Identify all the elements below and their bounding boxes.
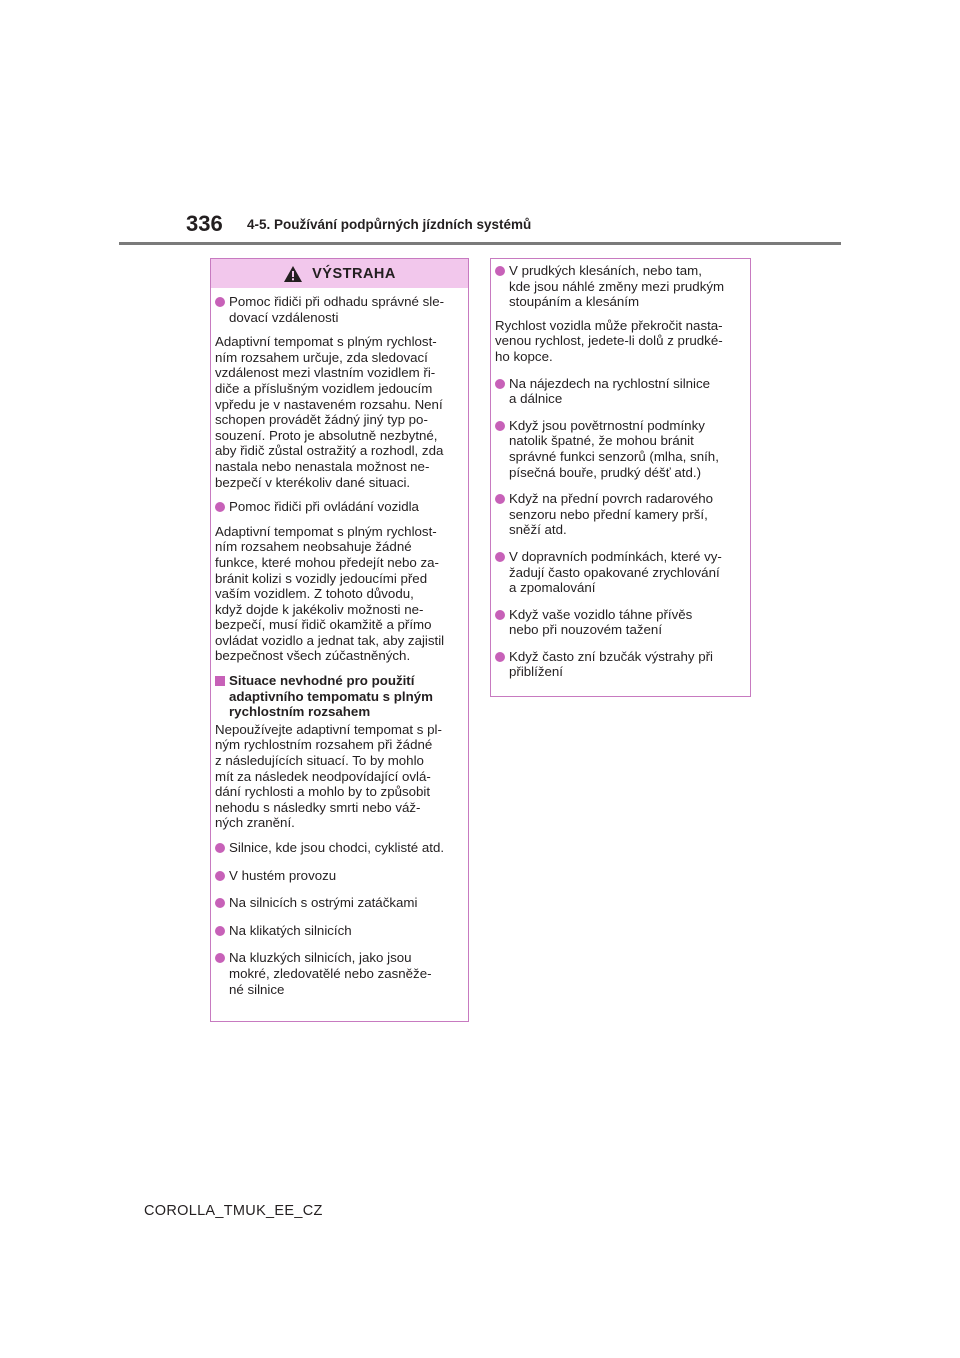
- list-item: [215, 868, 463, 884]
- bullet-text: V hustém provozu: [229, 867, 337, 883]
- list-item: [495, 607, 745, 638]
- warning-header: [211, 259, 468, 288]
- list-item: [215, 950, 463, 997]
- bullet-dot-icon: [215, 953, 225, 963]
- bullet-dot-icon: [215, 297, 225, 307]
- bullet-square-icon: [215, 676, 225, 686]
- bullet-text: Na kluzkých silnicích, jako jsou mokré, zledovatělé nebo zasněže- né silnice: [229, 950, 432, 997]
- list-item: [215, 923, 463, 939]
- warning-triangle-icon: [283, 265, 303, 283]
- bullet-text: Když na přední povrch radarového senzoru nebo přední kamery prší, sněží atd.: [509, 491, 714, 538]
- header-rule: [119, 242, 841, 245]
- warning-title: VÝSTRAHA: [312, 265, 396, 282]
- bullet-text: V prudkých klesáních, nebo tam, kde jsou náhlé změny mezi prudkým stoupáním a klesáním: [509, 263, 725, 310]
- bullet-dot-icon: [495, 421, 505, 431]
- bullet-text: Na nájezdech na rychlostní silnice a dálnice: [509, 375, 711, 407]
- footer-code: COROLLA_TMUK_EE_CZ: [144, 1203, 323, 1219]
- section-title: 4-5. Používání podpůrných jízdních systémů: [247, 217, 532, 232]
- bullet-dot-icon: [495, 610, 505, 620]
- bullet-dot-icon: [215, 502, 225, 512]
- bullet-text: Když často zní bzučák výstrahy při přiblížení: [509, 648, 713, 680]
- list-item: [495, 418, 745, 480]
- bullet-dot-icon: [495, 652, 505, 662]
- warning-box-right: [490, 258, 751, 697]
- bullet-dot-icon: [215, 898, 225, 908]
- bullet-text: Na silnicích s ostrými zatáčkami: [229, 895, 418, 911]
- bullet-dot-icon: [215, 926, 225, 936]
- paragraph: Rychlost vozidla může překročit nasta- venou rychlost, jedete-li dolů z prudké- ho kopce.: [495, 317, 723, 364]
- bullet-text: Silnice, kde jsou chodci, cyklisté atd.: [229, 840, 445, 855]
- bullet-text: Na klikatých silnicích: [229, 922, 352, 938]
- bullet-dot-icon: [495, 379, 505, 389]
- bullet-text: Pomoc řidiči při ovládání vozidla: [229, 499, 419, 515]
- list-item: [495, 491, 745, 538]
- bullet-text: Když jsou povětrnostní podmínky natolik špatné, že mohou bránit správné funkci senzorů (mlha, sníh, písečná bouře, prudký déšť atd.): [509, 417, 719, 480]
- paragraph: Adaptivní tempomat s plným rychlost- ním rozsahem určuje, zda sledovací vzdálenost mezi vlastním vozidlem ři- diče a příslušným vozidlem jedoucím vpředu je v nastaveném rozsahu. Není schopen provádět žádný jiný typ po- souzení. Proto je absolutně nezbytné, aby řidič zůstal ostražitý a rozhodl, zda nastala nebo nenastala možnost ne- bezpečí v kterékoliv dané situaci.: [215, 334, 444, 490]
- page-number: 336: [186, 211, 223, 236]
- warning-box-left: [210, 258, 469, 1022]
- bullet-text: Pomoc řidiči při odhadu správné sle- dovací vzdálenosti: [229, 294, 445, 325]
- paragraph: Nepoužívejte adaptivní tempomat s pl- ným rychlostním rozsahem při žádné z následujících situací. To by mohlo mít za následek neodpovídající ovlá- dání rychlosti a mohlo by to způsobit nehodu s následky smrti nebo váž- ných zranění.: [215, 721, 442, 831]
- bullet-dot-icon: [215, 843, 225, 853]
- bullet-dot-icon: [495, 266, 505, 276]
- list-item: [495, 263, 745, 310]
- bullet-dot-icon: [495, 552, 505, 562]
- bullet-dot-icon: [495, 494, 505, 504]
- list-item: [215, 499, 463, 515]
- list-item: [495, 549, 745, 596]
- list-item: [495, 649, 745, 680]
- list-item: [215, 840, 463, 856]
- bullet-text: V dopravních podmínkách, které vy- žadují často opakované zrychlování a zpomalování: [509, 548, 722, 596]
- subheading: Situace nevhodné pro použití adaptivního tempomatu s plným rychlostním rozsahem: [229, 673, 433, 720]
- bullet-text: Když vaše vozidlo táhne přívěs nebo při nouzovém tažení: [509, 606, 693, 638]
- bullet-dot-icon: [215, 871, 225, 881]
- list-item: [495, 376, 745, 407]
- paragraph: Adaptivní tempomat s plným rychlost- ním rozsahem neobsahuje žádné funkce, které mohou předejít nebo za- bránit kolizi s vozidly jedoucími před vaším vozidlem. Z tohoto důvodu, když dojde k jakékoliv možnosti ne- bezpečí, musí řidič okamžitě a přímo ovládat vozidlo a jednat tak, aby zajistil bezpečnost všech zúčastněných.: [215, 523, 445, 664]
- list-item: [215, 294, 463, 325]
- subheading-item: [215, 673, 463, 720]
- list-item: [215, 895, 463, 911]
